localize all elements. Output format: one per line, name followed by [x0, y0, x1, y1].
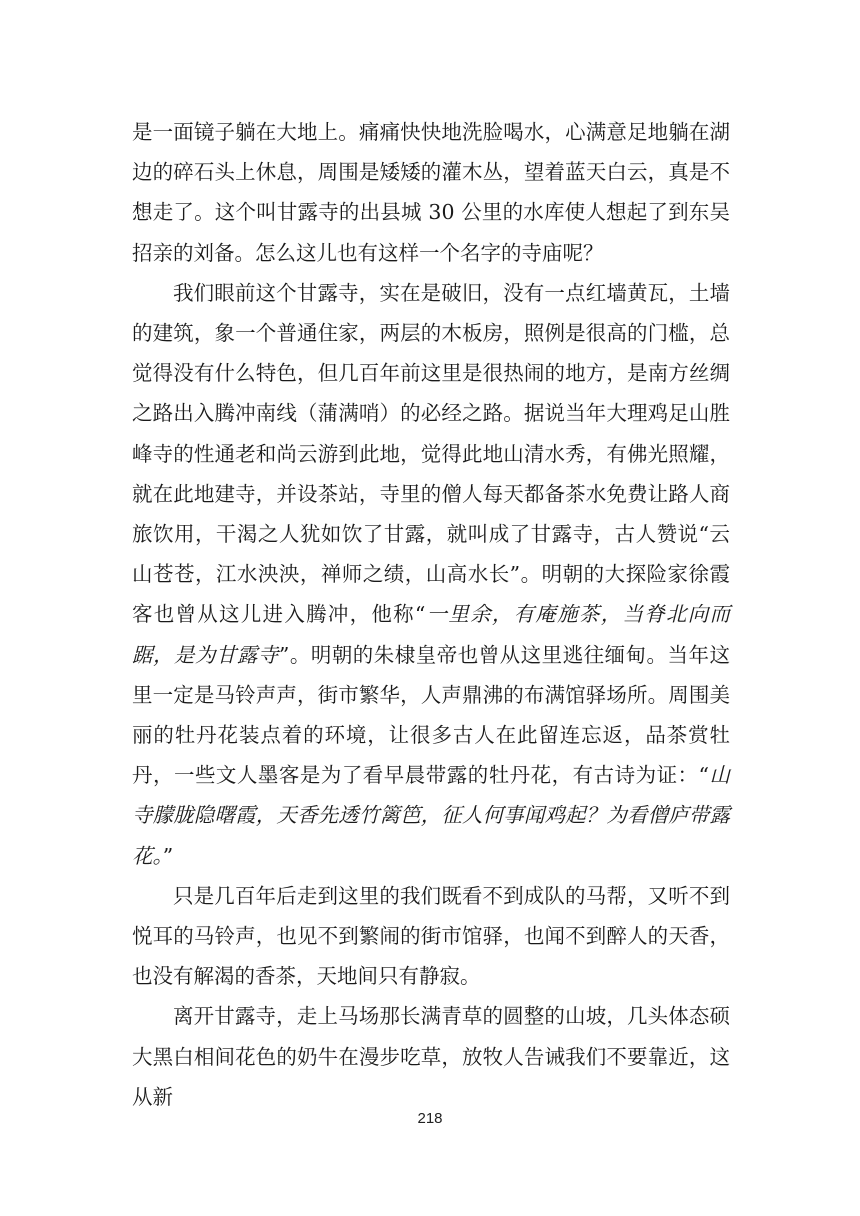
paragraph-2-text-a: 我们眼前这个甘露寺，实在是破旧，没有一点红墙黄瓦，土墙的建筑，象一个普通住家，两层的木板房，照例是很高的门槛，总觉得没有什么特色，但几百年前这里是很热闹的地方，是南方丝绸之路出入腾冲南线（蒲满哨）的必经之路。据说当年大理鸡足山胜峰寺的性通老和尚云游到此地，觉得此地山清水秀，有佛光照耀，就在此地建寺，并设茶站，寺里的僧人每天都备茶水免费让路人商旅饮用，干渴之人犹如饮了甘露，就叫成了甘露寺，古人赞说“云山苍苍，江水泱泱，禅师之绩，山高水长”。明朝的大探险家徐霞客也曾从这儿进入腾冲，他称“ — [132, 280, 730, 627]
paragraph-3 — [132, 876, 730, 997]
paragraph-2-text-b: ”。明朝的朱棣皇帝也曾从这里逃往缅甸。当年这里一定是马铃声声，街市繁华，人声鼎沸的布满馆驿场所。周围美丽的牡丹花装点着的环境，让很多古人在此留连忘返，品茶赏牡丹，一些文人墨客是为了看早晨带露的牡丹花，有古诗为证：“ — [132, 642, 731, 788]
paragraph-2 — [132, 273, 730, 876]
paragraph-4-text: 离开甘露寺，走上马场那长满青草的圆整的山坡，几头体态硕大黑白相间花色的奶牛在漫步吃草，放牧人告诫我们不要靠近，这从新 — [132, 1004, 730, 1109]
ancient-poem-quote: 山寺朦胧隐曙霞，天香先透竹篱笆，征人何事闻鸡起？为看僧庐带露花。 — [132, 763, 730, 868]
paragraph-1 — [132, 112, 730, 273]
page-number: 218 — [417, 1110, 443, 1127]
xu-xiake-quote: 一里余，有庵施茶，当脊北向而踞，是为甘露寺 — [132, 602, 730, 667]
paragraph-2-text-c: ” — [162, 843, 174, 868]
paragraph-4 — [132, 996, 730, 1117]
document-body — [132, 112, 730, 1117]
paragraph-1-text: 是一面镜子躺在大地上。痛痛快快地洗脸喝水，心满意足地躺在湖边的碎石头上休息，周围是矮矮的灌木丛，望着蓝天白云，真是不想走了。这个叫甘露寺的出县城 30 公里的水库使人想起了到东吴招亲的刘备。怎么这儿也有这样一个名字的寺庙呢？ — [132, 120, 730, 265]
paragraph-3-text: 只是几百年后走到这里的我们既看不到成队的马帮，又听不到悦耳的马铃声，也见不到繁闹的街市馆驿，也闻不到醉人的天香，也没有解渴的香茶，天地间只有静寂。 — [132, 883, 730, 989]
